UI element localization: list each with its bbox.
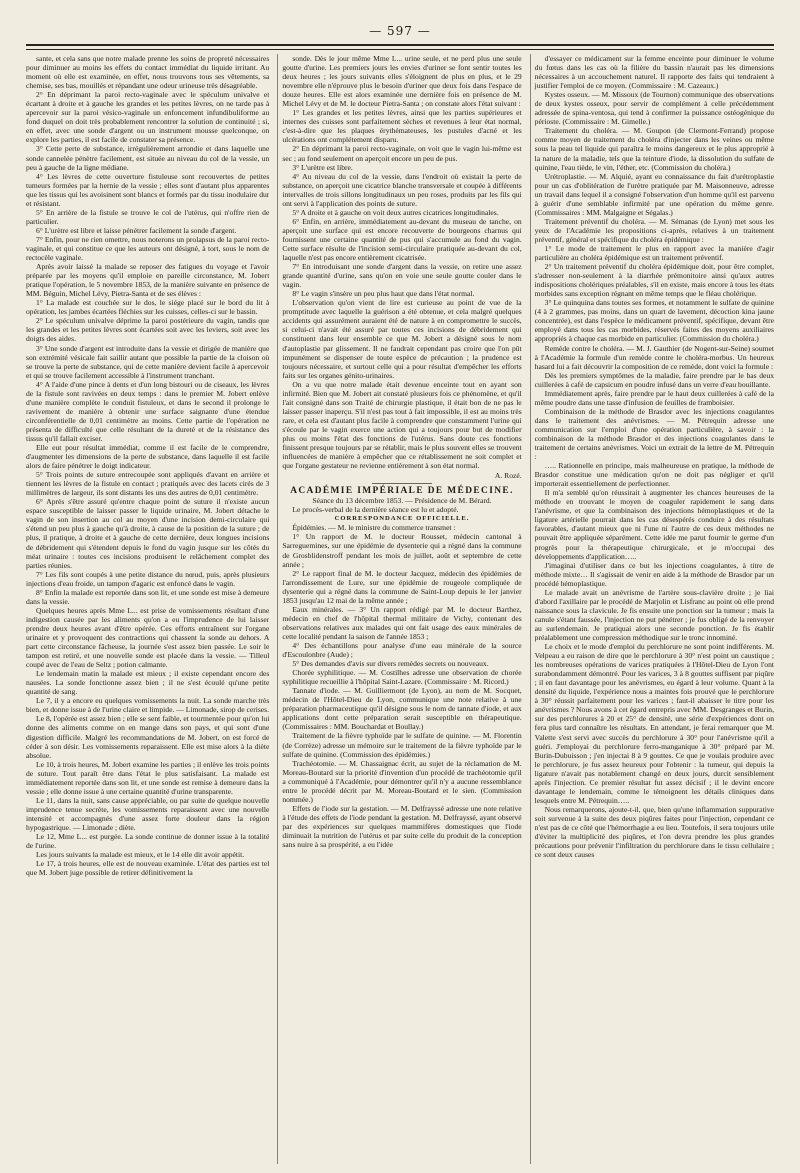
author-signature: A. Rozé. xyxy=(494,471,522,481)
paragraph: 2° En déprimant la paroi recto-vaginale, on voit que le vagin lui-même est sec ; au fond seulement on aperçoit encore un peu de pus. xyxy=(282,144,522,163)
text-columns xyxy=(26,54,774,1164)
paragraph: 3° Une sonde d'argent est introduite dans la vessie et dirigée de manière que son extrémité vésicale fait saillir autant que possible la partie de la cloison où se trouve la perte de substance, qui de cette manière devient facile à apercevoir et qui se trouve facilement accessible à l'instrument tranchant. xyxy=(26,343,270,380)
paragraph: Trachéotomie. — M. Chassaignac écrit, au sujet de la réclamation de M. Moreau-Boutard sur la priorité d'invention d'un procédé de trachéotomie qu'il a communiqué à l'Académie, pour démontrer qu'il n'y a aucune ressemblance entre le procédé décrit par M. Moreau-Boutard et le sien. (Commission nommée.) xyxy=(282,758,522,804)
paragraph: J'imaginai d'utiliser dans ce but les injections coagulantes, à titre de méthode mixte… Il s'agissait de venir en aide à la méthode de Brasdor par un procédé hémoplastique. xyxy=(534,560,774,588)
paragraph: Nous remarquerons, ajoute-t-il, que, bien qu'une inflammation suppurative soit survenue à la suite des deux piqûres faites pour l'injection, cependant ce n'est pas de ce côté que l'hémorrhagie a eu lieu. Toutefois, il sera toujours utile d'éviter la multiplicité des piqûres, et l'on devra prendre les plus grandes précautions pour prévenir l'infiltration du perchlorure dans le tissu cellulaire ; ce sont deux causes xyxy=(534,804,774,860)
paragraph: 8° Le vagin s'insère un peu plus haut que dans l'état normal. xyxy=(292,289,475,299)
paragraph: 5° En arrière de la fistule se trouve le col de l'utérus, qui n'offre rien de particulier. xyxy=(26,207,270,226)
paragraph: Combinaison de la méthode de Brasdor avec les injections coagulantes dans le traitement des anévrismes. — M. Pétrequin adresse une communication sur l'emploi d'une opération particulière, à savoir : la combinaison de la méthode Brasdor et des injections coagulantes dans le traitement de certains anévrismes. Voici un extrait de la lettre de M. Pétrequin : xyxy=(534,406,774,462)
paragraph: Urétroplastie. — M. Alquié, ayant eu connaissance du fait d'urétroplastie pour un cas d'oblitération de l'urètre pratiquée par M. Maisonneuve, adresse un travail dans lequel il a consigné l'observation d'un homme qu'il est parvenu à guérir d'une semblable infirmité par une opération du même genre. (Commissaires : MM. Malgaigne et Ségalas.) xyxy=(534,171,774,217)
paragraph: Remède contre le choléra. — M. J. Gauthier (de Nogent-sur-Seine) soumet à l'Académie la formule d'un remède contre le choléra-morbus. Un heureux hasard lui a fait découvrir la composition de ce remède, dont voici la formule : xyxy=(534,343,774,371)
paragraph: Elle eut pour résultat immédiat, comme il est facile de le comprendre, d'augmenter les dimensions de la perte de substance, dans laquelle il est facile alors de faire pénétrer le doigt indicateur. xyxy=(26,443,270,471)
paragraph: sonde. Dès le jour même Mme L... urine seule, et ne perd plus une seule goutte d'urine. Les premiers jours les envies d'uriner se font sentir toutes les deux heures ; les jours suivants elles s'éloignent de plus en plus, et le 29 novembre elle n'éprouve plus le besoin d'uriner que deux fois dans l'espace de douze heures. Elle est alors examinée une dernière fois en présence de M. Michel Lévy et de M. le docteur Pietra-Santa ; on constate alors l'état suivant : xyxy=(282,54,522,109)
paragraph: 1° La malade est couchée sur le dos, le siége placé sur le bord du lit à opération, les jambes écartées fléchies sur les cuisses, celles-ci sur le bassin. xyxy=(26,298,270,317)
column-left xyxy=(26,54,269,1164)
paragraph: 5° Des demandes d'avis sur divers remèdes secrets ou nouveaux. xyxy=(292,659,489,669)
paragraph: Le lendemain matin la malade est mieux ; il existe cependant encore des nausées. La sonde fonctionne assez bien ; il ne s'est écoulé qu'une petite quantité de sang. xyxy=(26,669,270,697)
paragraph: Le 17, à trois heures, elle est de nouveau examinée. L'état des parties est tel que M. Jobert juge possible de retirer définitivement la xyxy=(26,859,270,878)
paragraph: 2° Le rapport final de M. le docteur Jacquez, médecin des épidémies de l'arrondissement de Lure, sur une épidémie de rougeole compliquée de dysenterie qui a régné dans la commune de Saint-Loup depuis le 1er janvier 1853 jusqu'au 12 mai de la même année ; xyxy=(282,568,522,605)
column-middle xyxy=(277,54,521,1164)
paragraph: Le 7, il y a encore eu quelques vomissements la nuit. La sonde marche très bien, et donne issue à de l'urine claire et limpide. — Limonade, sirop de cerises. xyxy=(26,696,270,715)
paragraph: Kystes osseux. — M. Missoux (de Tournon) communique des observations de deux kystes osseux, pour servir de complément à celle précédemment adressée de spina-ventosa, qui tend à confirmer la puissance ostéogénique du périoste. (Commissaire : M. Gimelle.) xyxy=(534,90,774,127)
paragraph: Chorée syphilitique. — M. Costilhes adresse une observation de chorée syphilitique recueillie à l'hôpital Saint-Lazare. (Commissaire : M. Ricord.) xyxy=(282,668,522,687)
paragraph: 3° Le quinquina dans toutes ses formes, et notamment le sulfate de quinine (4 à 2 grammes, pas moins, dans un quart de lavement, décoction kina jaune concentrée), est dans l'espèce le médicament préventif, spécifique, devant être employé dans tous les cas morbides, réservés faites des moyens auxiliaires appropriés à chaque cas morbide en particulier. (Commission du choléra.) xyxy=(534,298,774,344)
paragraph: 6° Enfin, en arrière, immédiatement au-devant du museau de tanche, on aperçoit une surface qui est encore recouverte de bourgeons charnus qui fournissent une certaine quantité de pus qui s'accumule au fond du vagin. Cette surface résulte de l'incision semi-circulaire pratiquée au-devant du col, laquelle n'est pas encore entièrement cicatrisée. xyxy=(282,216,522,263)
paragraph: 8° Enfin la malade est reportée dans son lit, et une sonde est mise à demeure dans la vessie. xyxy=(26,587,270,606)
paragraph: 1° Le mode de traitement le plus en rapport avec la manière d'agir particulière au choléra épidémique est un traitement préventif. xyxy=(534,243,774,263)
header-rule-thin xyxy=(26,49,774,50)
paragraph: 1° Un rapport de M. le docteur Rousset, médecin cantonal à Sarreguemines, sur une épidémie de dysenterie qui a régné dans la commune de Grosblidenstroff pendant les mois de juillet, août et septembre de cette année ; xyxy=(282,532,522,569)
paragraph: 3° L'urètre est libre. xyxy=(292,162,353,172)
paragraph: Le choix et le mode d'emploi du perchlorure ne sont point indifférents. M. Velpeau a eu raison de dire que le perchlorure à 30° n'est point un caustique ; les nombreuses opérations de varices pratiquées à l'Hôtel-Dieu de Lyon l'ont surabondamment démontré. Pour les varices, 3 à 8 gouttes suffisent par piqûre ; il en faut davantage pour les anévrismes, eu égard à leur volume. Quant à la densité du liquide, l'expérience nous a maintes fois prouvé que le perchlorure à 30° réussit parfaitement pour les varices ; faut-il abaisser le titre pour les anévrismes ? Nous avons à cet égard entrepris avec MM. Desgranges et Burin, sur des perchlorures à 20 et 25° de densité, une série d'expériences dont on fera plus tard connaître les résultats. En attendant, je ferai remarquer que M. Valette s'est servi avec succès du perchlorure à 30° pour l'anévrisme qu'il a guéri. J'employai du perchlorure ferro-manganique à 30° préparé par M. Burin-Dubuisson ; j'en injectai 8 à 9 gouttes. Ce que je voulais produire avec le perchlorure, je fus assez heureux pour l'obtenir : la tumeur, qui depuis la ligature n'avait pas notablement changé en deux jours, durcit sensiblement après l'injection. Ce premier résultat fut assez décisif ; il le devint encore davantage le lendemain, comme le témoignent les détails cliniques dans lesquels entre M. Pétrequin….. xyxy=(534,642,774,805)
paragraph: 4° Les lèvres de cette ouverture fistuleuse sont recouvertes de petites tumeurs formées par la hernie de la vessie ; elles sont d'autant plus apparentes que les tissus qui les avoisinent sont blancs et formés par du tissu inodulaire dur et résistant. xyxy=(26,171,270,208)
paragraph: 5° Trois points de suture entrecoupée sont appliqués d'avant en arrière et tiennent les lèvres de la fistule en contact ; pratiqués avec des lacets cirés de 3 millimètres de largeur, ils sont distants les uns des autres de 0,01 centimètre. xyxy=(26,470,270,498)
section-title: ACADÉMIE IMPÉRIALE DE MÉDECINE. xyxy=(290,486,514,497)
paragraph: Épidémies. — M. le ministre du commerce transmet : xyxy=(292,523,456,533)
paragraph: Traitement du choléra. — M. Goupon (de Clermont-Ferrand) propose comme moyen de traitement du choléra d'injecter dans les veines ou même sous la peau tel liquide qui paraîtra le moins dangereux et le plus approprié à la nature de la maladie, tels que la teinture d'iode, la dissolution du sulfate de quinine, l'eau tiède, le vin, l'éther, etc. (Commission du choléra.) xyxy=(534,126,774,172)
paragraph: Le 12, Mme L... est purgée. La sonde continue de donner issue à la totalité de l'urine. xyxy=(26,832,270,851)
paragraph: sante, et cela sans que notre malade prenne les soins de propreté nécessaires pour diminuer au moins les effets du contact immédiat du liquide irritant. Au moment où elle est examinée, en effet, nous trouvons tous ses vêtements, sa chemise, ses bas, mouillés et répandant une odeur urineuse très désagréable. xyxy=(26,54,270,91)
paragraph: Tannate d'iode. — M. Guilliermont (de Lyon), au nom de M. Socquet, médecin de l'Hôtel-Dieu de Lyon, communique une note relative à une préparation pharmaceutique qu'il désigne sous le nom de tannate d'iode, et aux applications dont cette préparation serait susceptible en thérapeutique. (Commissaires : MM. Bouchardat et Boullay.) xyxy=(282,686,522,732)
paragraph: Le 11, dans la nuit, sans cause appréciable, ou par suite de quelque nouvelle imprudence tenue secrète, les vomissements reparaissent avec une nouvelle intensité et accompagnés d'une assez forte douleur dans la région hypogastrique. — Limonade ; diète. xyxy=(26,795,270,832)
paragraph: 7° En introduisant une sonde d'argent dans la vessie, on retire une assez grande quantité d'urine, sans qu'on en voie une seule goutte couler dans le vagin. xyxy=(282,262,522,290)
paragraph: Le malade avait un anévrisme de l'artère sous-clavière droite ; je liai d'abord l'axillaire par le procédé de Marjolin et Lisfranc au point où elle prend naissance sous la clavicule. Je fis ensuite une ponction sur la tumeur ; mais la canule s'étant faussée, l'injection ne put pénétrer ; je fus obligé de la renvoyer au surlendemain. Je pratiquai alors une seconde ponction. Je fis établir préalablement une compression méthodique sur le tronc innominé. xyxy=(534,587,774,642)
paragraph: Après avoir laissé la malade se reposer des fatigues du voyage et l'avoir préparée par les moyens qu'il emploie en pareille circonstance, M. Jobert pratique l'opération, le 5 novembre 1853, de la manière suivante en présence de MM. Béguin, Michel Lévy, Pietra-Santa et de ses élèves : xyxy=(26,262,270,299)
paragraph: 4° A l'aide d'une pince à dents et d'un long bistouri ou de ciseaux, les lèvres de la fistule sont ravivées en deux temps : dans le premier M. Jobert enlève d'une manière complète le conduit fistuleux, et dans le second il prolonge le ravivement de manière à obtenir une surface saignante d'une étendue circonférentielle de 0,01 centimètre au moins. Cette partie de l'opération ne présenta de difficulté que celle résultant de la dureté et de la résistance des tissus qu'il fallait exciser. xyxy=(26,379,270,443)
paragraph: Quelques heures après Mme L... est prise de vomissements résultant d'une indigestion causée par les aliments qu'on a eu l'imprudence de lui laisser prendre deux heures avant d'être opérée. Ces efforts entraînent sur l'organe urinaire et y provoquent des contractions qui chassent la sonde au dehors. A part cette circonstance fâcheuse, la journée s'est assez bien passée. Le soir le tampon est retiré, et une nouvelle sonde est placée dans la vessie. — Tilleul coupé avec de l'eau de Seltz ; potion calmante. xyxy=(26,605,270,670)
paragraph: On a vu que notre malade était devenue enceinte tout en ayant son infirmité. Bien que M. Jobert ait constaté plusieurs fois ce phénomène, et qu'il l'ait consigné dans son Traité de chirurgie plastique, il était bon de ne pas le laisser passer inaperçu. S'il n'est pas tout à fait impossible, il est au moins très rare, et cela est d'autant plus facile à comprendre que constamment l'urine qui s'écoule par le vagin exerce une action qui a toujours pour but de modifier plus ou moins l'état des fonctions de l'utérus. Sans doute ces fonctions finissent presque toujours par se rétablir, mais le plus souvent elles se trouvent influencées de manière à empêcher que ce rétablissement ne soit complet et que l'organe gestateur ne revienne entièrement à son état normal. xyxy=(282,379,522,471)
paragraph: Eaux minérales. — 3° Un rapport rédigé par M. le docteur Barthez, médecin en chef de l'hôpital thermal militaire de Vichy, contenant des observations relatives aux malades qui ont fait usage des eaux minérales de cette localité pendant la saison de l'année 1853 ; xyxy=(282,604,522,641)
paragraph: 6° L'urètre est libre et laisse pénétrer facilement la sonde d'argent. xyxy=(36,225,237,235)
paragraph: Immédiatement après, faire prendre par le haut deux cuillerées à café de la même poudre dans une tasse d'infusion de feuilles de framboisier. xyxy=(534,388,774,407)
paragraph: Dès les premiers symptômes de la maladie, faire prendre par le bas deux cuillerées à café de capsicum en poudre infusé dans un verre d'eau bouillante. xyxy=(534,370,774,389)
paragraph: 7° Enfin, pour ne rien omettre, nous noterons un prolapsus de la paroi recto-vaginale, et qui constitue ce que les auteurs ont désigné, à tort, sous le nom de rectocèle vaginale. xyxy=(26,234,270,263)
paragraph: 1° Les grandes et les petites lèvres, ainsi que les parties supérieures et internes des cuisses sont parfaitement sèches et revenues à leur état normal, c'est-à-dire que les plaques érythémateuses, les pustules d'acné et les ulcérations ont complétement disparu. xyxy=(282,108,522,145)
paragraph: 2° En déprimant la paroi recto-vaginale avec le spéculum univalve et écartant à droite et à gauche les grandes et les petites lèvres, on ne tarde pas à apercevoir sur la paroi vésico-vaginale un enfoncement infundibuliforme au fond duquel on doit très probablement rencontrer la solution de continuité ; si, en effet, avec une sonde d'argent ou un instrument mousse quelconque, on explore les parties, il est facile de constater sa présence. xyxy=(26,90,270,145)
paragraph: Les jours suivants la malade est mieux, et le 14 elle dit avoir appétit. xyxy=(36,850,245,860)
paragraph: Traitement de la fièvre typhoïde par le sulfate de quinine. — M. Florentin (de Corrèze) adresse un mémoire sur le traitement de la fièvre typhoïde par le sulfate de quinine. (Commission des épidémies.) xyxy=(282,731,522,759)
paragraph: Le 10, à trois heures, M. Jobert examine les parties ; il enlève les trois points de suture. Tout paraît être dans l'état le plus satisfaisant. La malade est immédiatement reportée dans son lit, et une sonde est remise à demeure dans la vessie ; elle donne issue à une certaine quantité d'urine transparente. xyxy=(26,759,270,796)
paragraph: 2° Le spéculum univalve déprime la paroi postérieure du vagin, tandis que les grandes et les petites lèvres sont écartées soit avec les leviers, soit avec les doigts des aides. xyxy=(26,316,270,344)
paragraph: Effets de l'iode sur la gestation. — M. Delfrayssé adresse une note relative à l'étude des effets de l'iode pendant la gestation. M. Delfrayssé, ayant observé par des expériences sur quelques mammifères domestiques que l'iode diminuait la nutrition de l'utérus et par suite celle du produit de la conception sans nuire à sa prospérité, a eu l'idée xyxy=(282,803,522,850)
paragraph: 2° Un traitement préventif du choléra épidémique doit, pour être complet, s'adresser non-seulement à la diarrhée prémonitoire ainsi qu'aux autres indispositions cholériques préalables, s'il en existe, mais encore à tous les états morbides sans exception régnant en même temps que le fléau cholérique. xyxy=(534,262,774,299)
paragraph: 7° Les fils sont coupés à une petite distance du nœud, puis, après plusieurs injections d'eau froide, un tampon d'agaric est enfoncé dans le vagin. xyxy=(26,569,270,588)
header-rule xyxy=(26,44,774,46)
paragraph: ….. Rationnelle en principe, mais malheureuse en pratique, la méthode de Brasdor constitue une médication qu'on ne doit pas négliger et qu'il importerait essentiellement de perfectionner. xyxy=(534,461,774,489)
paragraph: d'essayer ce médicament sur la femme enceinte pour diminuer le volume du fœtus dans les cas où la filière du bassin n'aurait pas les dimensions nécessaires à un accouchement naturel. Il rapporte des faits qui tendraient à justifier l'emploi de ce moyen. (Commissaire : M. Cazeaux.) xyxy=(534,54,774,91)
paragraph: L'observation qu'on vient de lire est curieuse au point de vue de la promptitude avec laquelle la guérison a été obtenue, et cela malgré quelques accidents qui assurément auraient été de nature à en compromettre le succès, si celui-ci n'avait été assuré par toutes ces incisions de débridement qui constituent dans leur ensemble ce que M. Jobert a désigné sous le nom d'autoplastie par glissement. Il ne faudrait cependant pas croire que l'on pût impunément se dispenser de toute espèce de précaution ; la prudence est toujours nécessaire, et surtout celle qui a pour résultat d'empêcher les efforts faits sur les organes génito-urinaires. xyxy=(282,298,522,380)
paragraph: Le procès-verbal de la dernière séance est lu et adopté. xyxy=(292,505,459,515)
session-line: Séance du 13 décembre 1853. — Présidence de M. Bérard. xyxy=(312,496,492,506)
paragraph: 4° Au niveau du col de la vessie, dans l'endroit où existait la perte de substance, on aperçoit une cicatrice blanche transversale et coupée à différents intervalles de trois sillons longitudinaux un peu roses, produits par les fils qui ont servi à l'application des points de suture. xyxy=(282,171,522,208)
paragraph: 3° Cette perte de substance, irrégulièrement arrondie et dans laquelle une sonde cannelée pénètre facilement, est située au niveau du col de la vessie, un peu à gauche de la ligne médiane. xyxy=(26,144,270,172)
page-number: — 597 — xyxy=(369,24,431,38)
section-divider xyxy=(372,483,432,484)
paragraph: 4° Des échantillons pour analyse d'une eau minérale de la source d'Escoulonbre (Aude) ; xyxy=(282,641,522,660)
column-right xyxy=(530,54,774,1164)
paragraph: Il m'a semblé qu'on réussirait à augmenter les chances heureuses de la méthode en trouvant le moyen de coaguler rapidement le sang dans l'anévrisme, et que la combinaison des injections hémoplastiques et de la ligature artérielle pourrait dans les cas désespérés conduire à des résultats favorables, d'autant mieux que ni l'une ni l'autre de ces deux méthodes ne pouvait être appliquée séparément. Cette idée me parut fournir le germe d'un progrès pour la thérapeutique chirurgicale, et je m'occupai des développements d'application….. xyxy=(534,488,774,561)
paragraph: 5° A droite et à gauche on voit deux autres cicatrices longitudinales. xyxy=(292,207,499,217)
subsection-title: CORRESPONDANCE OFFICIELLE. xyxy=(334,515,470,523)
paragraph: 6° Après s'être assuré qu'entre chaque point de suture il n'existe aucun espace susceptible de laisser passer le liquide urinaire, M. Jobert détache le vagin de son insertion au col au moyen d'une incision demi-circulaire qui s'étend un peu plus à gauche qu'à droite, à cause de la position de la suture ; de plus, il pratique, à droite et à gauche de cette dernière, deux longues incisions de débridement qui s'étendent depuis le fond du vagin jusque sur les côtés du méat urinaire : toutes ces incisions produisent le relâchement complet des parties réunies. xyxy=(26,497,270,570)
paragraph: Traitement préventif du choléra. — M. Sémanas (de Lyon) met sous les yeux de l'Académie les propositions ci-après, relatives à un traitement préventif, général et spécifique du choléra épidémique : xyxy=(534,216,774,244)
paragraph: Le 8, l'opérée est assez bien ; elle se sent faible, et tourmentée pour qu'on lui donne des aliments comme on en mange dans son pays, et qui sont d'une digestion difficile. Malgré les recommandations de M. Jobert, on est forcé de céder à son désir. Les vomissements reparaissent. Elle est mise alors à la diète absolue. xyxy=(26,714,270,760)
